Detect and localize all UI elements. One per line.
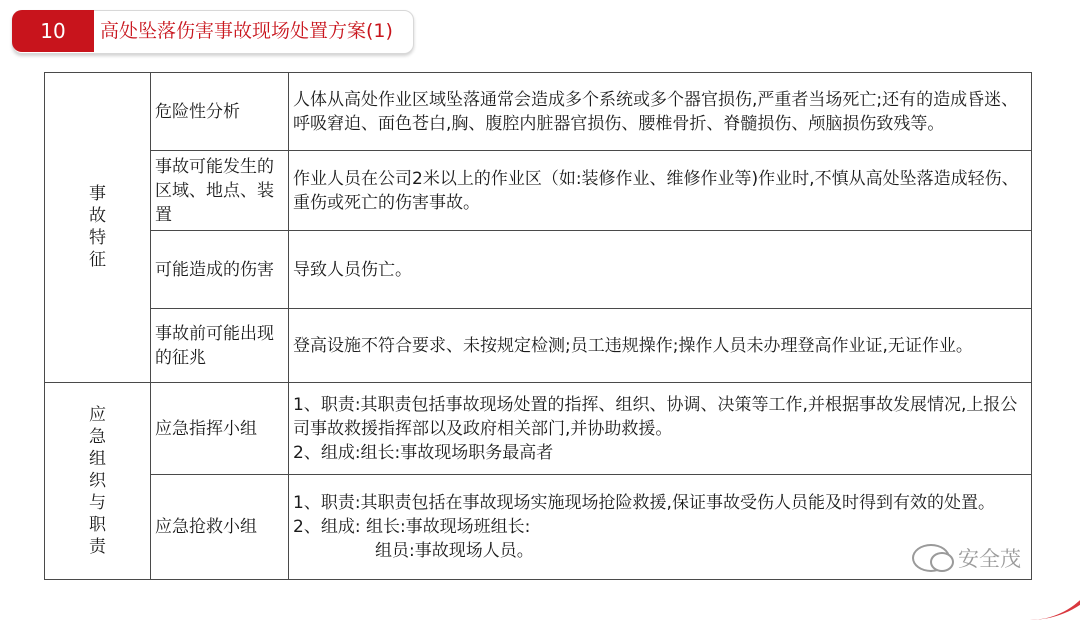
category-label: 应急组织与职责 — [89, 404, 106, 557]
content-line: 2、组成:组长:事故现场职务最高者 — [293, 442, 554, 463]
content-line: 导致人员伤亡。 — [293, 259, 412, 280]
row-content — [289, 383, 1032, 475]
content-line: 1、职责:其职责包括在事故现场实施现场抢险救援,保证事故受伤人员能及时得到有效的处置。 — [293, 493, 995, 513]
slide-number: 10 — [12, 10, 94, 52]
category-cell — [45, 73, 151, 383]
table-row — [45, 151, 1032, 231]
row-label: 事故前可能出现的征兆 — [151, 309, 289, 383]
table-row — [45, 309, 1032, 383]
row-label: 应急抢救小组 — [151, 475, 289, 580]
row-content — [289, 309, 1032, 383]
category-cell — [45, 383, 151, 580]
row-label: 可能造成的伤害 — [151, 231, 289, 309]
plan-table — [44, 72, 1032, 580]
content-line: 登高设施不符合要求、未按规定检测;员工违规操作;操作人员未办理登高作业证,无证作业。 — [293, 335, 973, 356]
content-line: 人体从高处作业区域坠落通常会造成多个系统或多个器官损伤,严重者当场死亡;还有的造成昏迷、呼吸窘迫、面色苍白,胸、腹腔内脏器官损伤、腰椎骨折、脊髓损伤、颅脑损伤致残等。 — [293, 89, 1019, 134]
content-line: 2、组成: 组长:事故现场班组长: — [293, 517, 531, 537]
table-row — [45, 475, 1032, 580]
row-content — [289, 73, 1032, 151]
content-line: 1、职责:其职责包括事故现场处置的指挥、组织、协调、决策等工作,并根据事故发展情况,上报公司事故救援指挥部以及政府相关部门,并协助救援。 — [293, 394, 1018, 439]
slide-title: 高处坠落伤害事故现场处置方案(1) — [100, 20, 393, 42]
row-label: 危险性分析 — [151, 73, 289, 151]
table-row — [45, 73, 1032, 151]
content-line: 作业人员在公司2米以上的作业区（如:装修作业、维修作业等)作业时,不慎从高处坠落造成轻伤、重伤或死亡的伤害事故。 — [293, 168, 1019, 213]
content-line-indented: 组员:事故现场人员。 — [375, 541, 534, 561]
row-content — [289, 151, 1032, 231]
row-label: 应急指挥小组 — [151, 383, 289, 475]
watermark — [912, 540, 1021, 576]
watermark-text: 安全茂 — [958, 547, 1021, 571]
row-content — [289, 231, 1032, 309]
wechat-icon — [912, 544, 950, 572]
table-row — [45, 383, 1032, 475]
table-row — [45, 231, 1032, 309]
row-label: 事故可能发生的区域、地点、装置 — [151, 151, 289, 231]
category-label: 事故特征 — [89, 184, 106, 270]
